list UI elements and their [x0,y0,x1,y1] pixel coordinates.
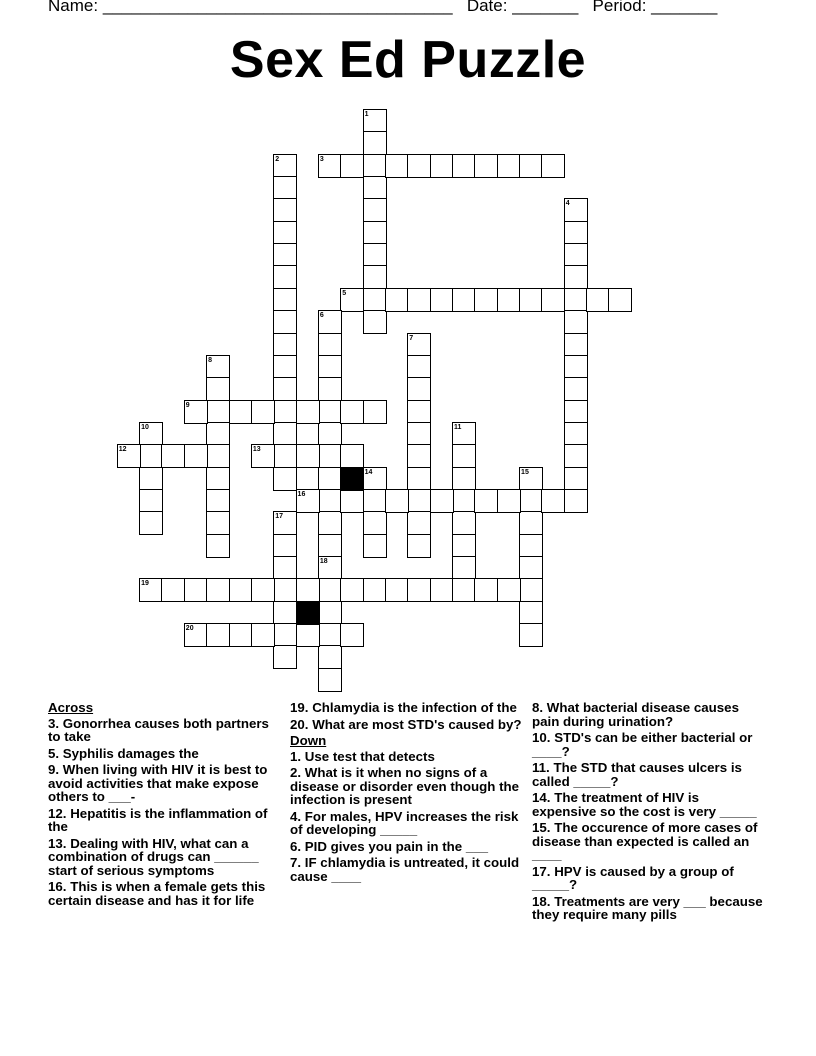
crossword-cell[interactable] [363,489,387,513]
clue-text: Treatments are very ___ because they require many pills [532,893,763,922]
crossword-cell[interactable] [519,154,543,178]
crossword-cell[interactable] [318,355,342,379]
crossword-cell[interactable] [474,288,498,312]
crossword-cell[interactable] [273,467,297,491]
clue-number-label: 17. [532,863,551,879]
crossword-cell[interactable] [318,467,342,491]
crossword-cell[interactable] [430,489,454,513]
crossword-cell[interactable] [407,333,431,357]
clue-item [290,766,522,807]
crossword-cell[interactable] [296,623,320,647]
crossword-cell[interactable] [385,154,409,178]
crossword-cell[interactable] [564,489,588,513]
crossword-cell[interactable] [363,109,387,133]
clue-number-label: 7. [290,855,302,870]
crossword-cell[interactable] [206,400,230,424]
crossword-cell[interactable] [139,444,163,468]
clue-number-label: 14. [532,790,551,805]
clue-text: When living with HIV it is best to avoid activities that make expose others to ___- [48,762,268,804]
clue-item [532,731,764,758]
clues-column-2 [290,701,522,886]
crossword-cell[interactable] [229,623,253,647]
crossword-cell[interactable] [519,511,543,535]
crossword-cell[interactable] [206,467,230,491]
clue-item [532,791,764,818]
clue-number-label: 4. [290,808,302,824]
crossword-cell[interactable] [318,578,342,602]
crossword-cell[interactable] [452,489,476,513]
crossword-cell[interactable] [296,578,320,602]
crossword-cell[interactable] [273,243,297,267]
crossword-cell[interactable] [273,176,297,200]
clue-number: 14 [364,468,373,476]
crossword-cell[interactable] [363,511,387,535]
crossword-cell[interactable] [363,221,387,245]
clue-number-label: 8. [532,700,544,715]
clue-number: 4 [565,200,570,208]
crossword-cell[interactable] [296,489,320,513]
clue-text: The treatment of HIV is expensive so the cost is very _____ [532,790,757,819]
crossword-cell[interactable] [296,400,320,424]
crossword-cell[interactable] [452,467,476,491]
black-square [340,467,364,491]
crossword-cell[interactable] [206,422,230,446]
crossword-cell[interactable] [474,578,498,602]
crossword-cell[interactable] [318,400,342,424]
crossword-cell[interactable] [273,333,297,357]
crossword-cell[interactable] [273,154,297,178]
crossword-cell[interactable] [497,578,521,602]
clue-number: 3 [319,155,324,163]
crossword-cell[interactable] [407,578,431,602]
crossword-cell[interactable] [407,422,431,446]
clue-number: 5 [342,289,347,297]
crossword-cell[interactable] [273,601,297,625]
crossword-cell[interactable] [184,578,208,602]
clue-number-label: 11. [532,760,550,775]
clue-number-label: 5. [48,745,60,761]
crossword-cell[interactable] [273,400,297,424]
crossword-cell[interactable] [251,623,275,647]
crossword-cell[interactable] [206,534,230,558]
crossword-cell[interactable] [363,198,387,222]
crossword-cell[interactable] [340,288,364,312]
crossword-cell[interactable] [497,489,521,513]
crossword-cell[interactable] [206,489,230,513]
clue-text: Use test that detects [304,748,435,764]
crossword-cell[interactable] [363,534,387,558]
crossword-cell[interactable] [519,601,543,625]
crossword-cell[interactable] [474,154,498,178]
clue-text: STD's can be either bacterial or ____? [532,730,753,759]
crossword-cell[interactable] [340,444,364,468]
crossword-cell[interactable] [273,288,297,312]
crossword-cell[interactable] [564,355,588,379]
crossword-cell[interactable] [251,400,275,424]
crossword-cell[interactable] [340,400,364,424]
crossword-cell[interactable] [363,131,387,155]
clue-text: What bacterial disease causes pain during urination? [532,700,739,729]
crossword-cell[interactable] [273,556,297,580]
crossword-cell[interactable] [497,288,521,312]
crossword-cell[interactable] [139,467,163,491]
crossword-cell[interactable] [206,355,230,379]
crossword-cell[interactable] [273,645,297,669]
crossword-cell[interactable] [363,176,387,200]
crossword-cell[interactable] [206,578,230,602]
black-square [296,601,320,625]
crossword-cell[interactable] [363,243,387,267]
crossword-cell[interactable] [273,623,297,647]
clue-number: 10 [141,423,149,431]
clue-text: Hepatitis is the inflammation of the [48,805,268,834]
clue-item [48,763,280,804]
crossword-cell[interactable] [318,645,342,669]
crossword-cell[interactable] [385,288,409,312]
clue-item [290,701,522,715]
crossword-cell[interactable] [564,400,588,424]
crossword-cell[interactable] [273,265,297,289]
date-blank[interactable]: _______ [512,0,579,15]
clue-number-label: 1. [290,748,302,764]
clue-item [532,895,764,922]
crossword-cell[interactable] [564,444,588,468]
crossword-cell[interactable] [273,511,297,535]
name-blank[interactable]: _____________________________________ [102,0,453,15]
crossword-cell[interactable] [251,578,275,602]
crossword-cell[interactable] [407,355,431,379]
crossword-cell[interactable] [407,400,431,424]
crossword-cell[interactable] [273,198,297,222]
clue-number-label: 20. [290,716,309,732]
clue-number: 2 [275,155,280,163]
crossword-cell[interactable] [117,444,141,468]
crossword-cell[interactable] [206,623,230,647]
clue-text: For males, HPV increases the risk of developing _____ [290,808,519,837]
crossword-cell[interactable] [564,422,588,446]
clue-item [532,701,764,728]
clue-number-label: 16. [48,879,67,894]
crossword-cell[interactable] [519,623,543,647]
clue-text: IF chlamydia is untreated, it could cause ____ [290,855,520,884]
crossword-cell[interactable] [273,534,297,558]
crossword-cell[interactable] [318,310,342,334]
crossword-cell[interactable] [519,489,543,513]
clue-item [290,750,522,764]
page-title: Sex Ed Puzzle [229,31,587,89]
crossword-cell[interactable] [251,444,275,468]
clue-number: 19 [141,580,149,588]
clue-item [48,747,280,761]
crossword-cell[interactable] [407,467,431,491]
crossword-cell[interactable] [407,511,431,535]
crossword-cell[interactable] [497,154,521,178]
crossword-cell[interactable] [229,578,253,602]
clue-item [532,821,764,862]
crossword-cell[interactable] [430,288,454,312]
clue-number: 16 [297,490,306,498]
crossword-cell[interactable] [340,578,364,602]
crossword-cell[interactable] [564,221,588,245]
date-label: Date: [466,0,508,15]
clue-item [48,880,280,907]
section-heading: Across [48,700,94,715]
clue-text: What are most STD's caused by? [312,716,522,732]
crossword-cell[interactable] [273,377,297,401]
crossword-cell[interactable] [139,422,163,446]
crossword-cell[interactable] [363,467,387,491]
clue-number: 15 [521,468,529,476]
name-label: Name: [48,0,99,15]
crossword-cell[interactable] [318,333,342,357]
clue-number-label: 3. [48,715,60,731]
crossword-cell[interactable] [519,534,543,558]
clue-number: 17 [275,513,283,521]
crossword-cell[interactable] [318,668,342,692]
crossword-cell[interactable] [474,489,498,513]
clue-text: Chlamydia is the infection of the [312,700,517,715]
crossword-cell[interactable] [452,534,476,558]
crossword-cell[interactable] [184,444,208,468]
crossword-cell[interactable] [564,288,588,312]
crossword-cell[interactable] [273,221,297,245]
crossword-cell[interactable] [139,511,163,535]
crossword-cell[interactable] [430,154,454,178]
crossword-cell[interactable] [363,288,387,312]
clue-number-label: 18. [532,893,551,909]
crossword-cell[interactable] [564,467,588,491]
clue-number: 12 [118,446,127,454]
clue-number: 7 [409,334,414,342]
crossword-cell[interactable] [452,556,476,580]
clue-number: 1 [364,111,369,118]
crossword-cell[interactable] [318,422,342,446]
clue-number: 18 [319,558,328,565]
crossword-cell[interactable] [318,601,342,625]
crossword-cell[interactable] [318,556,342,580]
crossword-cell[interactable] [318,511,342,535]
crossword-cell[interactable] [519,578,543,602]
crossword-cell[interactable] [452,154,476,178]
clue-number: 11 [454,423,462,431]
period-label: Period: [592,0,647,15]
crossword-cell[interactable] [363,400,387,424]
crossword-cell[interactable] [564,243,588,267]
crossword-cell[interactable] [340,623,364,647]
crossword-cell[interactable] [273,310,297,334]
clue-item [290,840,522,854]
crossword-cell[interactable] [206,444,230,468]
crossword-cell[interactable] [452,511,476,535]
crossword-cell[interactable] [452,578,476,602]
crossword-cell[interactable] [161,578,185,602]
crossword-cell[interactable] [586,288,610,312]
clue-text: The STD that causes ulcers is called _____? [532,760,742,789]
crossword-cell[interactable] [318,534,342,558]
section-heading: Down [290,733,327,748]
clue-number: 6 [319,312,324,320]
clue-number-label: 19. [290,700,309,715]
crossword-cell[interactable] [519,556,543,580]
crossword-cell[interactable] [564,198,588,222]
clue-text: PID gives you pain in the ___ [304,838,489,854]
clue-number-label: 10. [532,730,551,745]
clue-text: Gonorrhea causes both partners to take [48,715,269,744]
crossword-cell[interactable] [363,310,387,334]
clues-column-3 [532,701,764,925]
crossword-cell[interactable] [229,400,253,424]
crossword-cell[interactable] [407,154,431,178]
clue-number-label: 15. [532,820,551,835]
clue-text: Dealing with HIV, what can a combination of drugs can ______ start of serious symptoms [48,835,259,878]
crossword-cell[interactable] [273,355,297,379]
crossword-cell[interactable] [519,288,543,312]
crossword-cell[interactable] [564,310,588,334]
crossword-cell[interactable] [296,444,320,468]
crossword-cell[interactable] [608,288,632,312]
clue-item [290,718,522,732]
crossword-cell[interactable] [161,444,185,468]
crossword-cell[interactable] [318,489,342,513]
crossword-cell[interactable] [273,444,297,468]
crossword-cell[interactable] [363,154,387,178]
clue-item [532,865,764,892]
clue-text: Syphilis damages the [62,745,199,761]
crossword-cell[interactable] [273,578,297,602]
crossword-cell[interactable] [564,333,588,357]
crossword-cell[interactable] [363,265,387,289]
crossword-cell[interactable] [519,467,543,491]
crossword-cell[interactable] [139,578,163,602]
crossword-cell[interactable] [139,489,163,513]
clue-item [48,717,280,744]
clues-column-1 [48,701,280,910]
crossword-cell[interactable] [407,444,431,468]
crossword-cell[interactable] [318,377,342,401]
crossword-cell[interactable] [564,265,588,289]
crossword-cell[interactable] [407,377,431,401]
crossword-cell[interactable] [340,154,364,178]
clue-number-label: 2. [290,765,302,780]
crossword-cell[interactable] [318,623,342,647]
crossword-cell[interactable] [407,534,431,558]
clue-text: The occurence of more cases of disease than expected is called an ____ [532,820,758,862]
clue-number: 20 [185,625,194,633]
crossword-cell[interactable] [452,422,476,446]
clue-item [48,837,280,878]
clue-number-label: 13. [48,835,67,851]
crossword-cell[interactable] [452,288,476,312]
clue-number-label: 9. [48,762,60,777]
crossword-cell[interactable] [184,400,208,424]
clue-item [532,761,764,788]
clue-number-label: 12. [48,805,67,821]
period-blank[interactable]: _______ [651,0,718,15]
crossword-cell[interactable] [564,377,588,401]
crossword-cell[interactable] [407,489,431,513]
crossword-cell[interactable] [340,489,364,513]
crossword-cell[interactable] [452,444,476,468]
crossword-cell[interactable] [318,444,342,468]
crossword-cell[interactable] [273,422,297,446]
clue-number: 8 [208,356,213,364]
clue-item [290,856,522,883]
clue-number-label: 6. [290,838,302,854]
clue-number: 9 [185,401,190,409]
crossword-cell[interactable] [541,489,565,513]
clue-item [290,810,522,837]
crossword-cell[interactable] [430,578,454,602]
crossword-cell[interactable] [206,511,230,535]
clue-number: 13 [252,446,261,454]
crossword-cell[interactable] [541,288,565,312]
crossword-cell[interactable] [184,623,208,647]
crossword-cell[interactable] [385,578,409,602]
clue-text: This is when a female gets this certain disease and has it for life [48,879,266,908]
clue-text: What is it when no signs of a disease or disorder even though the infection is present [290,765,520,807]
crossword-cell[interactable] [541,154,565,178]
crossword-cell[interactable] [385,489,409,513]
clue-text: HPV is caused by a group of _____? [532,863,734,892]
crossword-cell[interactable] [363,578,387,602]
crossword-cell[interactable] [407,288,431,312]
crossword-cell[interactable] [206,377,230,401]
clue-item [48,807,280,834]
crossword-cell[interactable] [318,154,342,178]
